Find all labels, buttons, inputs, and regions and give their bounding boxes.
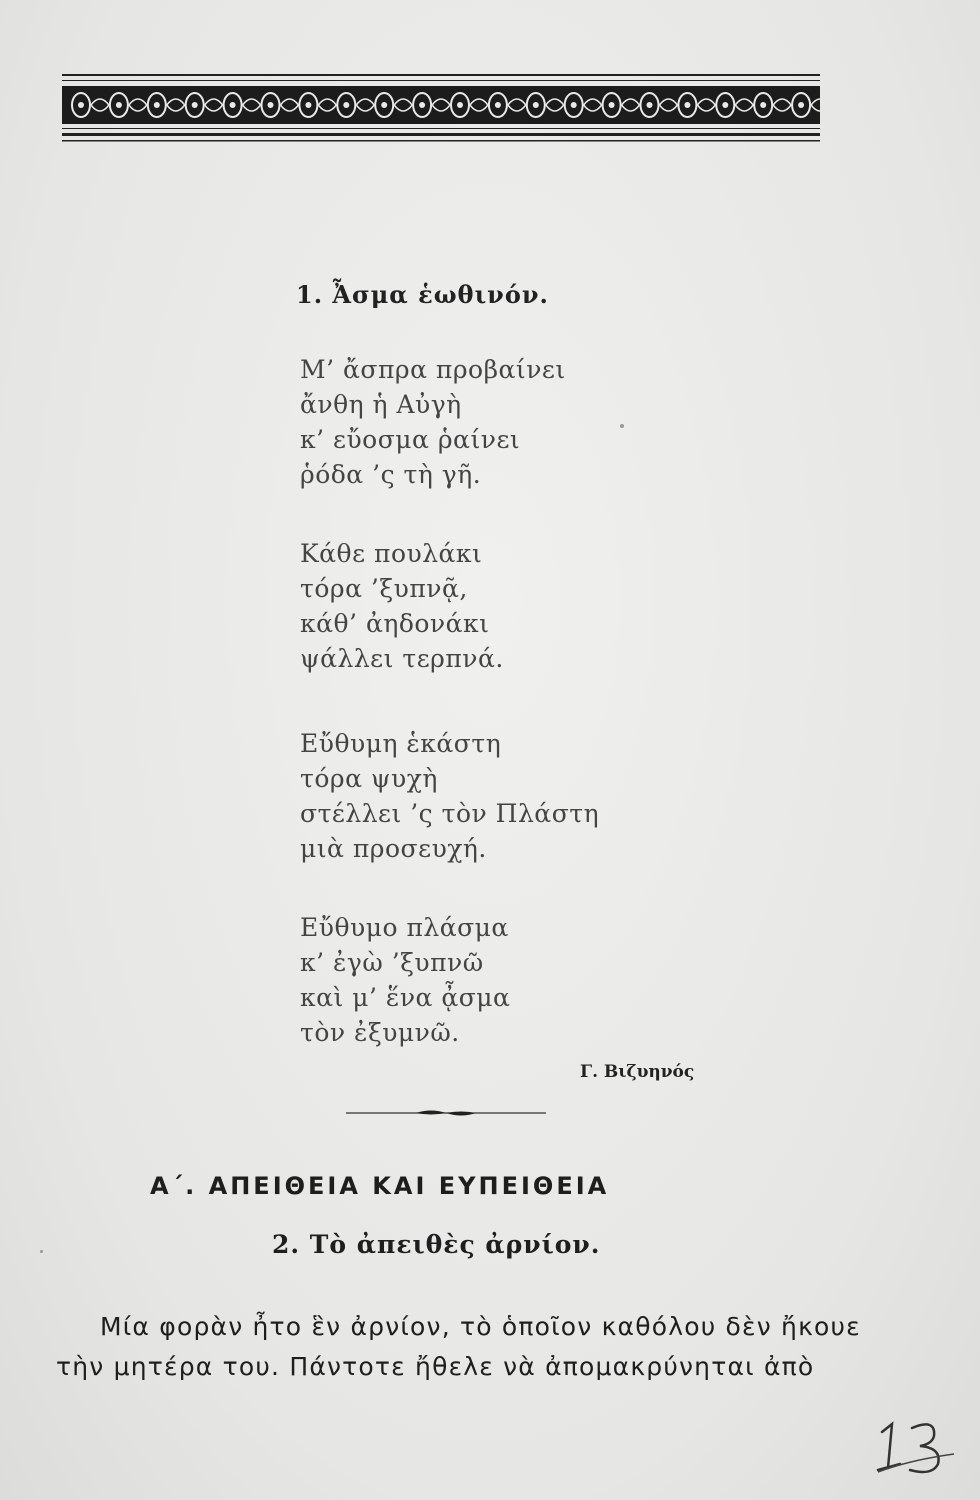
verse-line: στέλλει ’ς τὸν Πλάστη (300, 799, 600, 828)
verse-line: κάθ’ ἀηδονάκι (300, 609, 490, 638)
verse-line: τόρα ψυχὴ (300, 764, 438, 793)
stanza-2 (300, 536, 504, 676)
section-divider (346, 1106, 546, 1120)
verse-line: κ’ εὔοσμα ῥαίνει (300, 425, 521, 454)
verse-line: Εὔθυμη ἑκάστη (300, 729, 502, 758)
verse-line: καὶ μ’ ἕνα ᾆσμα (300, 983, 511, 1012)
body-text-line: Μία φορὰν ἦτο ἓν ἀρνίον, τὸ ὁποῖον καθόλου δὲν ἤκουε (100, 1312, 861, 1341)
verse-line: ἄνθη ἡ Αὐγὴ (300, 390, 462, 419)
paper-speck (40, 1250, 43, 1253)
stanza-4 (300, 910, 510, 1050)
verse-line: κ’ ἐγὼ ’ξυπνῶ (300, 948, 484, 977)
verse-line: ψάλλει τερπνά. (300, 644, 504, 673)
poem-author: Γ. Βιζυηνός (580, 1062, 695, 1082)
verse-line: ῥόδα ’ς τὴ γῆ. (300, 460, 482, 489)
verse-line: Εὔθυμο πλάσμα (300, 913, 509, 942)
verse-line: Κάθε πουλάκι (300, 539, 483, 568)
section-heading: Α΄. ΑΠΕΙΘΕΙΑ ΚΑΙ ΕΥΠΕΙΘΕΙΑ (150, 1172, 610, 1200)
verse-line: τόρα ’ξυπνᾷ, (300, 574, 468, 603)
story-title: 2. Τὸ ἀπειθὲς ἀρνίον. (272, 1230, 601, 1259)
ornamental-header-band (62, 72, 820, 144)
handwritten-page-number (870, 1410, 960, 1480)
poem-title: 1. Ἆσμα ἑωθινόν. (296, 280, 549, 309)
stanza-3 (300, 726, 599, 866)
verse-line: τὸν ἐξυμνῶ. (300, 1018, 460, 1047)
stanza-1 (300, 352, 566, 492)
verse-line: Μ’ ἄσπρα προβαίνει (300, 355, 566, 384)
body-text-line: τὴν μητέρα του. Πάντοτε ἤθελε νὰ ἀπομακρύνηται ἀπὸ (56, 1352, 815, 1381)
paper-speck (620, 424, 624, 428)
verse-line: μιὰ προσευχή. (300, 834, 487, 863)
